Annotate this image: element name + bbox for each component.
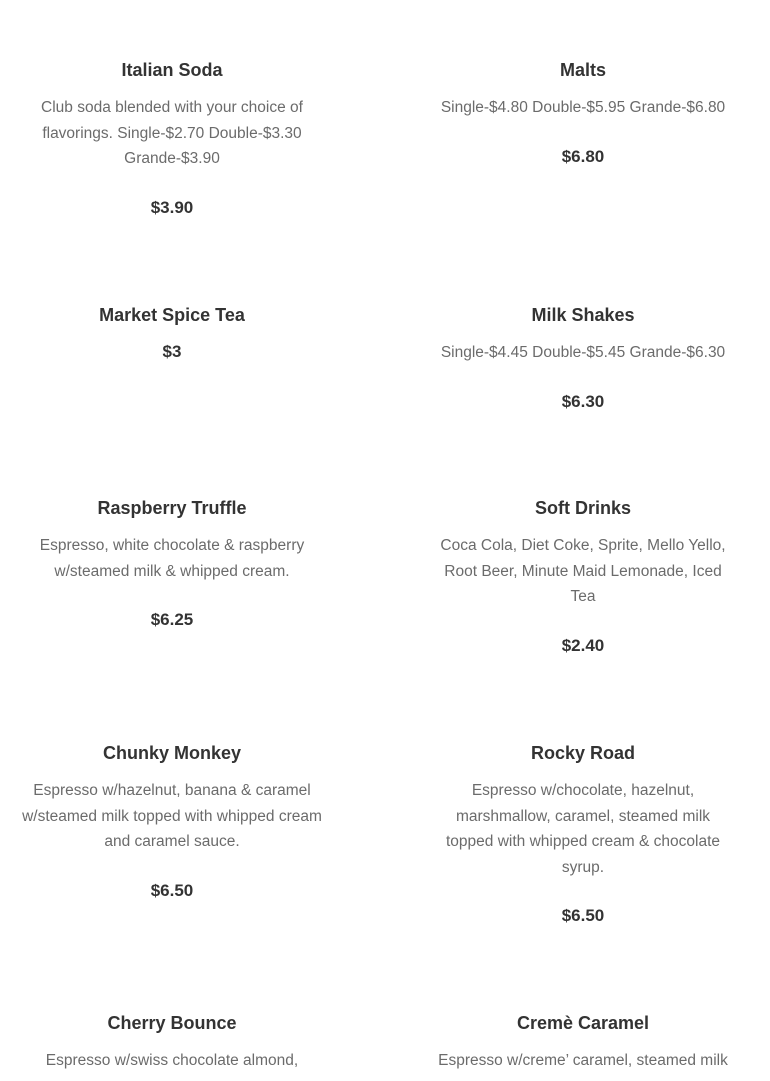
item-name: Raspberry Truffle: [97, 498, 247, 518]
item-name: Malts: [559, 60, 606, 80]
item-description: Espresso w/chocolate, hazelnut, marshmallow, caramel, steamed milk topped with whipped cream & chocolate syrup.: [446, 782, 720, 876]
menu-item-chunky-monkey[interactable]: [16, 742, 328, 902]
menu-item-raspberry-truffle[interactable]: [22, 497, 322, 631]
item-price: $2.40: [561, 635, 605, 655]
item-price: $6.50: [150, 880, 194, 900]
menu-item-cherry-bounce[interactable]: [22, 1012, 322, 1074]
menu-item-malts[interactable]: [433, 59, 733, 168]
item-name: Milk Shakes: [531, 305, 635, 325]
item-name: Soft Drinks: [534, 498, 631, 518]
item-price: $6.80: [561, 146, 605, 166]
item-description: Coca Cola, Diet Coke, Sprite, Mello Yello, Root Beer, Minute Maid Lemonade, Iced Tea: [440, 537, 726, 605]
item-price: $6.50: [561, 906, 605, 925]
menu-item-soft-drinks[interactable]: [433, 497, 733, 657]
item-name: Italian Soda: [121, 60, 223, 80]
item-name: Cremè Caramel: [516, 1013, 650, 1033]
item-price: $3: [162, 342, 182, 361]
menu-item-milk-shakes[interactable]: [433, 304, 733, 413]
item-description: Single-$4.80 Double-$5.95 Grande-$6.80: [440, 99, 726, 116]
menu-item-creme-caramel[interactable]: [425, 1012, 741, 1074]
item-description: Single-$4.45 Double-$5.45 Grande-$6.30: [440, 344, 726, 361]
item-description: Espresso w/creme’ caramel, steamed milk: [438, 1052, 728, 1069]
menu-item-italian-soda[interactable]: [22, 59, 322, 219]
item-price: $6.25: [150, 610, 194, 629]
item-name: Rocky Road: [530, 743, 636, 763]
item-name: Chunky Monkey: [102, 743, 242, 763]
item-description: Espresso, white chocolate & raspberry w/steamed milk & whipped cream.: [39, 537, 305, 580]
menu-item-rocky-road[interactable]: [433, 742, 733, 927]
item-price: $6.30: [561, 391, 605, 411]
item-name: Market Spice Tea: [99, 305, 245, 325]
item-description: Club soda blended with your choice of flavorings. Single-$2.70 Double-$3.30 Grande-$3.90: [41, 99, 303, 167]
item-description: Espresso w/swiss chocolate almond,: [45, 1052, 299, 1069]
menu-item-market-spice-tea[interactable]: [22, 304, 322, 363]
item-description: Espresso w/hazelnut, banana & caramel w/steamed milk topped with whipped cream and caramel sauce.: [22, 782, 322, 850]
item-price: $3.90: [150, 197, 194, 217]
item-name: Cherry Bounce: [107, 1013, 237, 1033]
